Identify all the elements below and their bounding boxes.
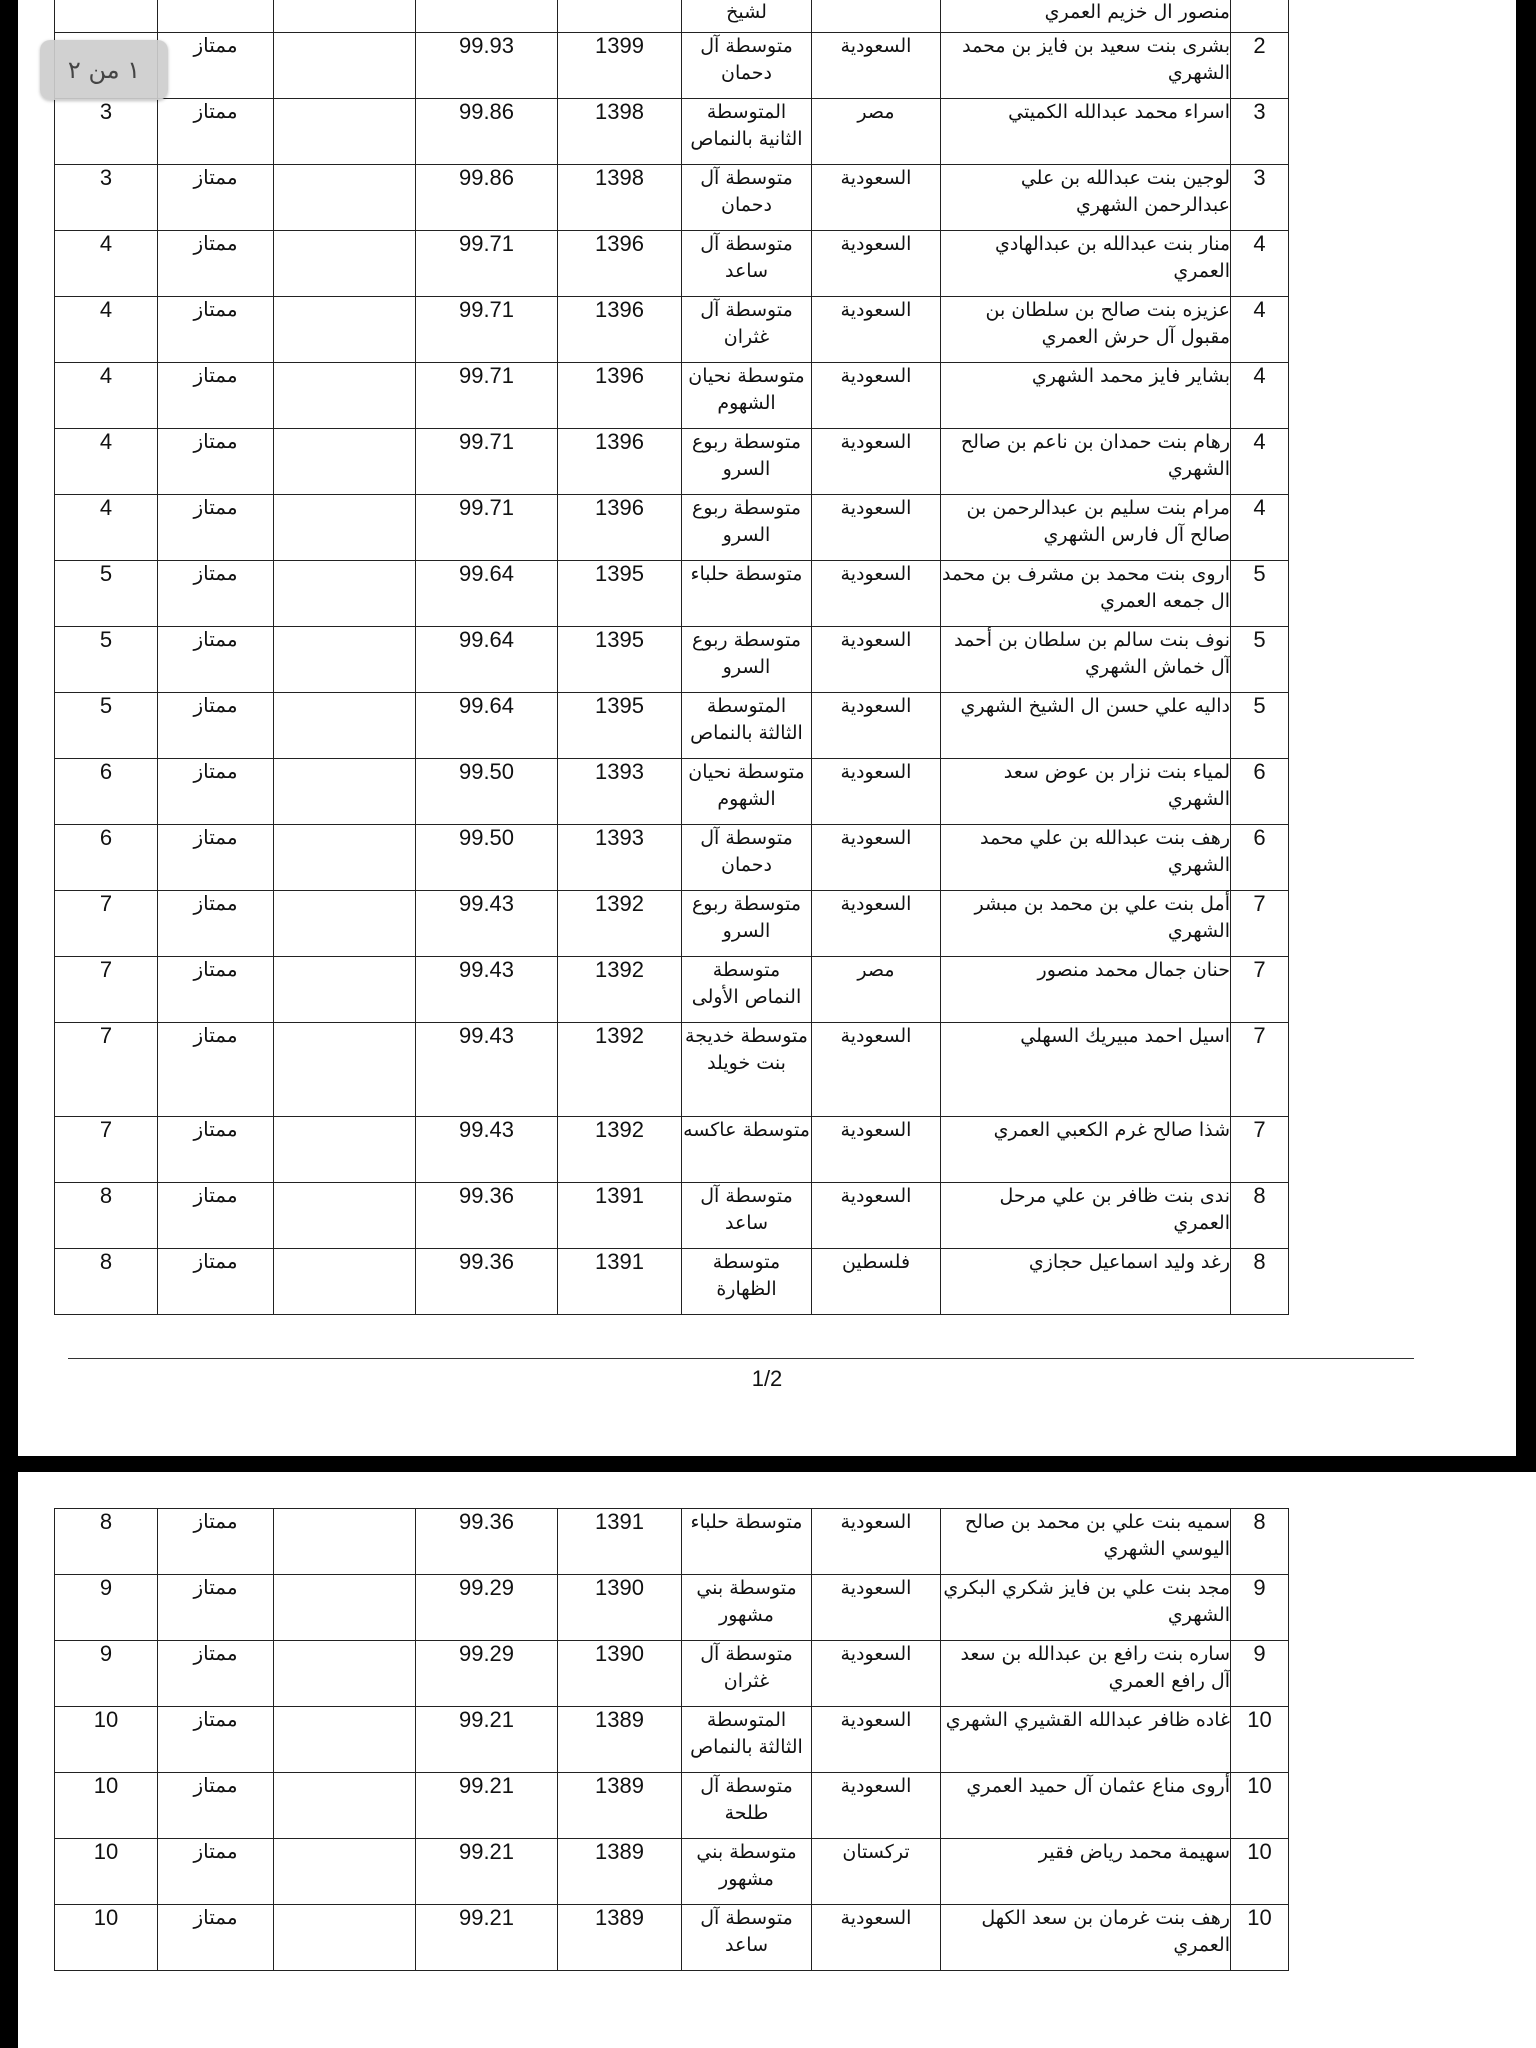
table-row: [55, 231, 1289, 297]
student-name-cell: منصور ال خزيم العمري: [941, 0, 1231, 33]
school-cell: متوسطة الظهارة: [682, 1249, 812, 1315]
results-table-page-2: [54, 1508, 1289, 1971]
nationality-cell: السعودية: [812, 693, 941, 759]
table-row: [55, 1707, 1289, 1773]
grade-cell: ممتاز: [158, 495, 274, 561]
order-cell: 4: [1231, 429, 1289, 495]
table-row: [55, 957, 1289, 1023]
nationality-cell: السعودية: [812, 1575, 941, 1641]
score-cell: 1392: [558, 1023, 682, 1117]
school-cell: متوسطة آل ساعد: [682, 1183, 812, 1249]
table-row: [55, 561, 1289, 627]
rank-cell: 4: [55, 231, 158, 297]
school-cell: متوسطة بني مشهور: [682, 1575, 812, 1641]
percentage-cell: 99.71: [416, 231, 558, 297]
score-cell: 1393: [558, 825, 682, 891]
percentage-cell: 99.50: [416, 759, 558, 825]
grade-cell: ممتاز: [158, 33, 274, 99]
nationality-cell: السعودية: [812, 1773, 941, 1839]
nationality-cell: السعودية: [812, 297, 941, 363]
school-cell: متوسطة نحيان الشهوم: [682, 363, 812, 429]
score-cell: 1389: [558, 1707, 682, 1773]
nationality-cell: السعودية: [812, 495, 941, 561]
table-row: [55, 891, 1289, 957]
empty-cell: [274, 165, 416, 231]
empty-cell: [274, 1117, 416, 1183]
school-cell: متوسطة آل دحمان: [682, 165, 812, 231]
table-row: [55, 1839, 1289, 1905]
grade-cell: ممتاز: [158, 825, 274, 891]
nationality-cell: تركستان: [812, 1839, 941, 1905]
table-row: [55, 1905, 1289, 1971]
percentage-cell: 99.71: [416, 363, 558, 429]
nationality-cell: السعودية: [812, 825, 941, 891]
score-cell: 1396: [558, 297, 682, 363]
rank-cell: 3: [55, 165, 158, 231]
student-name-cell: غاده ظافر عبدالله القشيري الشهري: [941, 1707, 1231, 1773]
nationality-cell: [812, 0, 941, 33]
table-row: [55, 1117, 1289, 1183]
percentage-cell: 99.36: [416, 1249, 558, 1315]
score-cell: 1389: [558, 1773, 682, 1839]
student-name-cell: اسراء محمد عبدالله الكميتي: [941, 99, 1231, 165]
score-cell: 1391: [558, 1249, 682, 1315]
score-cell: 1395: [558, 693, 682, 759]
empty-cell: [274, 693, 416, 759]
student-name-cell: منار بنت عبدالله بن عبدالهادي العمري: [941, 231, 1231, 297]
empty-cell: [274, 99, 416, 165]
rank-cell: 7: [55, 1117, 158, 1183]
student-name-cell: لوجين بنت عبدالله بن علي عبدالرحمن الشهري: [941, 165, 1231, 231]
rank-cell: 8: [55, 1509, 158, 1575]
score-cell: 1392: [558, 957, 682, 1023]
student-name-cell: رغد وليد اسماعيل حجازي: [941, 1249, 1231, 1315]
order-cell: 4: [1231, 495, 1289, 561]
table-row: [55, 33, 1289, 99]
empty-cell: [274, 1905, 416, 1971]
grade-cell: ممتاز: [158, 759, 274, 825]
empty-cell: [274, 825, 416, 891]
results-table-page-1: [54, 0, 1289, 1315]
school-cell: متوسطة خديجة بنت خويلد: [682, 1023, 812, 1117]
student-name-cell: بشاير فايز محمد الشهري: [941, 363, 1231, 429]
percentage-cell: 99.86: [416, 99, 558, 165]
score-cell: 1396: [558, 429, 682, 495]
rank-cell: 4: [55, 495, 158, 561]
order-cell: 6: [1231, 825, 1289, 891]
percentage-cell: 99.50: [416, 825, 558, 891]
rank-cell: 7: [55, 957, 158, 1023]
student-name-cell: مجد بنت علي بن فايز شكري البكري الشهري: [941, 1575, 1231, 1641]
grade-cell: ممتاز: [158, 561, 274, 627]
empty-cell: [274, 561, 416, 627]
grade-cell: ممتاز: [158, 1707, 274, 1773]
empty-cell: [274, 33, 416, 99]
score-cell: [558, 0, 682, 33]
order-cell: 10: [1231, 1839, 1289, 1905]
percentage-cell: 99.29: [416, 1575, 558, 1641]
grade-cell: ممتاز: [158, 1839, 274, 1905]
student-name-cell: ساره بنت رافع بن عبدالله بن سعد آل رافع العمري: [941, 1641, 1231, 1707]
score-cell: 1398: [558, 99, 682, 165]
grade-cell: ممتاز: [158, 1905, 274, 1971]
grade-cell: ممتاز: [158, 1023, 274, 1117]
table-row: [55, 1509, 1289, 1575]
table-row: [55, 99, 1289, 165]
order-cell: 9: [1231, 1641, 1289, 1707]
grade-cell: ممتاز: [158, 297, 274, 363]
order-cell: 5: [1231, 561, 1289, 627]
school-cell: متوسطة آل دحمان: [682, 825, 812, 891]
rank-cell: 6: [55, 825, 158, 891]
nationality-cell: السعودية: [812, 429, 941, 495]
empty-cell: [274, 1183, 416, 1249]
table-row: [55, 429, 1289, 495]
score-cell: 1396: [558, 231, 682, 297]
student-name-cell: نوف بنت سالم بن سلطان بن أحمد آل خماش الشهري: [941, 627, 1231, 693]
score-cell: 1391: [558, 1509, 682, 1575]
score-cell: 1398: [558, 165, 682, 231]
nationality-cell: فلسطين: [812, 1249, 941, 1315]
student-name-cell: رهف بنت عبدالله بن علي محمد الشهري: [941, 825, 1231, 891]
table-row: [55, 297, 1289, 363]
rank-cell: 7: [55, 1023, 158, 1117]
order-cell: 3: [1231, 165, 1289, 231]
percentage-cell: 99.93: [416, 33, 558, 99]
empty-cell: [274, 1249, 416, 1315]
school-cell: متوسطة ربوع السرو: [682, 891, 812, 957]
order-cell: 2: [1231, 33, 1289, 99]
empty-cell: [274, 363, 416, 429]
empty-cell: [274, 0, 416, 33]
grade-cell: ممتاز: [158, 231, 274, 297]
nationality-cell: السعودية: [812, 165, 941, 231]
empty-cell: [274, 1839, 416, 1905]
student-name-cell: شذا صالح غرم الكعبي العمري: [941, 1117, 1231, 1183]
nationality-cell: السعودية: [812, 1117, 941, 1183]
order-cell: 8: [1231, 1509, 1289, 1575]
percentage-cell: 99.21: [416, 1773, 558, 1839]
school-cell: متوسطة حلباء: [682, 1509, 812, 1575]
score-cell: 1392: [558, 1117, 682, 1183]
nationality-cell: السعودية: [812, 759, 941, 825]
table-row: [55, 627, 1289, 693]
nationality-cell: السعودية: [812, 1707, 941, 1773]
school-cell: متوسطة ربوع السرو: [682, 495, 812, 561]
percentage-cell: 99.71: [416, 495, 558, 561]
student-name-cell: بشرى بنت سعيد بن فايز بن محمد الشهري: [941, 33, 1231, 99]
order-cell: 10: [1231, 1773, 1289, 1839]
rank-cell: 10: [55, 1773, 158, 1839]
score-cell: 1395: [558, 561, 682, 627]
empty-cell: [274, 759, 416, 825]
document-page-1: [18, 0, 1516, 1456]
order-cell: 10: [1231, 1707, 1289, 1773]
rank-cell: [55, 0, 158, 33]
grade-cell: ممتاز: [158, 1183, 274, 1249]
empty-cell: [274, 1641, 416, 1707]
rank-cell: 4: [55, 429, 158, 495]
percentage-cell: [416, 0, 558, 33]
score-cell: 1390: [558, 1575, 682, 1641]
school-cell: متوسطة آل دحمان: [682, 33, 812, 99]
percentage-cell: 99.43: [416, 891, 558, 957]
footer-divider: [68, 1358, 1414, 1359]
percentage-cell: 99.21: [416, 1839, 558, 1905]
school-cell: متوسطة ربوع السرو: [682, 429, 812, 495]
order-cell: 10: [1231, 1905, 1289, 1971]
order-cell: 5: [1231, 693, 1289, 759]
table-row: [55, 1773, 1289, 1839]
grade-cell: ممتاز: [158, 363, 274, 429]
student-name-cell: اسيل احمد مبيريك السهلي: [941, 1023, 1231, 1117]
grade-cell: ممتاز: [158, 1773, 274, 1839]
order-cell: 4: [1231, 297, 1289, 363]
empty-cell: [274, 495, 416, 561]
order-cell: 7: [1231, 1023, 1289, 1117]
nationality-cell: السعودية: [812, 363, 941, 429]
nationality-cell: السعودية: [812, 1183, 941, 1249]
percentage-cell: 99.71: [416, 429, 558, 495]
percentage-cell: 99.43: [416, 957, 558, 1023]
grade-cell: ممتاز: [158, 891, 274, 957]
empty-cell: [274, 891, 416, 957]
rank-cell: 8: [55, 1183, 158, 1249]
order-cell: 4: [1231, 363, 1289, 429]
grade-cell: ممتاز: [158, 1641, 274, 1707]
table-row: [55, 1023, 1289, 1117]
table-row: [55, 495, 1289, 561]
order-cell: 9: [1231, 1575, 1289, 1641]
school-cell: متوسطة بني مشهور: [682, 1839, 812, 1905]
student-name-cell: سهيمة محمد رياض فقير: [941, 1839, 1231, 1905]
school-cell: متوسطة حلباء: [682, 561, 812, 627]
rank-cell: 5: [55, 561, 158, 627]
percentage-cell: 99.64: [416, 627, 558, 693]
document-page-2: [18, 1472, 1536, 2048]
percentage-cell: 99.21: [416, 1707, 558, 1773]
grade-cell: ممتاز: [158, 1575, 274, 1641]
grade-cell: [158, 0, 274, 33]
school-cell: لشيخ: [682, 0, 812, 33]
nationality-cell: مصر: [812, 99, 941, 165]
order-cell: 5: [1231, 627, 1289, 693]
score-cell: 1389: [558, 1839, 682, 1905]
table-row: [55, 693, 1289, 759]
school-cell: متوسطة ربوع السرو: [682, 627, 812, 693]
nationality-cell: السعودية: [812, 33, 941, 99]
student-name-cell: ندى بنت ظافر بن علي مرحل العمري: [941, 1183, 1231, 1249]
nationality-cell: السعودية: [812, 1641, 941, 1707]
percentage-cell: 99.43: [416, 1117, 558, 1183]
empty-cell: [274, 957, 416, 1023]
rank-cell: 7: [55, 891, 158, 957]
nationality-cell: السعودية: [812, 231, 941, 297]
order-cell: 7: [1231, 957, 1289, 1023]
school-cell: متوسطة آل غثران: [682, 297, 812, 363]
order-cell: 4: [1231, 231, 1289, 297]
student-name-cell: اروى بنت محمد بن مشرف بن محمد ال جمعه العمري: [941, 561, 1231, 627]
percentage-cell: 99.36: [416, 1183, 558, 1249]
rank-cell: 4: [55, 297, 158, 363]
table-row: [55, 825, 1289, 891]
page-number: 1/2: [751, 1366, 783, 1391]
nationality-cell: السعودية: [812, 1023, 941, 1117]
percentage-cell: 99.21: [416, 1905, 558, 1971]
student-name-cell: سميه بنت علي بن محمد بن صالح اليوسي الشهري: [941, 1509, 1231, 1575]
order-cell: 8: [1231, 1183, 1289, 1249]
rank-cell: 9: [55, 1641, 158, 1707]
order-cell: 7: [1231, 1117, 1289, 1183]
grade-cell: ممتاز: [158, 1117, 274, 1183]
grade-cell: ممتاز: [158, 693, 274, 759]
percentage-cell: 99.71: [416, 297, 558, 363]
school-cell: المتوسطة الثالثة بالنماص: [682, 1707, 812, 1773]
percentage-cell: 99.64: [416, 693, 558, 759]
order-cell: 6: [1231, 759, 1289, 825]
score-cell: 1396: [558, 363, 682, 429]
empty-cell: [274, 1509, 416, 1575]
rank-cell: 4: [55, 363, 158, 429]
nationality-cell: السعودية: [812, 1509, 941, 1575]
grade-cell: ممتاز: [158, 1509, 274, 1575]
school-cell: متوسطة النماص الأولى: [682, 957, 812, 1023]
table-row: [55, 1183, 1289, 1249]
table-row: [55, 165, 1289, 231]
school-cell: متوسطة آل طلحة: [682, 1773, 812, 1839]
score-cell: 1393: [558, 759, 682, 825]
score-cell: 1391: [558, 1183, 682, 1249]
percentage-cell: 99.29: [416, 1641, 558, 1707]
nationality-cell: السعودية: [812, 1905, 941, 1971]
school-cell: متوسطة عاكسه: [682, 1117, 812, 1183]
rank-cell: 5: [55, 693, 158, 759]
nationality-cell: السعودية: [812, 561, 941, 627]
school-cell: متوسطة آل ساعد: [682, 1905, 812, 1971]
empty-cell: [274, 297, 416, 363]
empty-cell: [274, 1773, 416, 1839]
student-name-cell: عزيزه بنت صالح بن سلطان بن مقبول آل حرش العمري: [941, 297, 1231, 363]
student-name-cell: رهف بنت غرمان بن سعد الكهل العمري: [941, 1905, 1231, 1971]
table-row: [55, 1641, 1289, 1707]
order-cell: 7: [1231, 891, 1289, 957]
score-cell: 1390: [558, 1641, 682, 1707]
table-row-partial: [55, 0, 1289, 33]
school-cell: المتوسطة الثالثة بالنماص: [682, 693, 812, 759]
rank-cell: 10: [55, 1905, 158, 1971]
student-name-cell: أمل بنت علي بن محمد بن مبشر الشهري: [941, 891, 1231, 957]
table-row: [55, 1249, 1289, 1315]
grade-cell: ممتاز: [158, 429, 274, 495]
empty-cell: [274, 627, 416, 693]
empty-cell: [274, 231, 416, 297]
student-name-cell: لمياء بنت نزار بن عوض سعد الشهري: [941, 759, 1231, 825]
nationality-cell: السعودية: [812, 627, 941, 693]
rank-cell: 10: [55, 1707, 158, 1773]
student-name-cell: مرام بنت سليم بن عبدالرحمن بن صالح آل فارس الشهري: [941, 495, 1231, 561]
percentage-cell: 99.36: [416, 1509, 558, 1575]
student-name-cell: حنان جمال محمد منصور: [941, 957, 1231, 1023]
student-name-cell: رهام بنت حمدان بن ناعم بن صالح الشهري: [941, 429, 1231, 495]
school-cell: متوسطة آل غثران: [682, 1641, 812, 1707]
student-name-cell: داليه علي حسن ال الشيخ الشهري: [941, 693, 1231, 759]
rank-cell: 8: [55, 1249, 158, 1315]
rank-cell: 9: [55, 1575, 158, 1641]
score-cell: 1389: [558, 1905, 682, 1971]
order-cell: 8: [1231, 1249, 1289, 1315]
school-cell: متوسطة نحيان الشهوم: [682, 759, 812, 825]
nationality-cell: مصر: [812, 957, 941, 1023]
empty-cell: [274, 429, 416, 495]
percentage-cell: 99.43: [416, 1023, 558, 1117]
order-cell: [1231, 0, 1289, 33]
empty-cell: [274, 1707, 416, 1773]
grade-cell: ممتاز: [158, 165, 274, 231]
empty-cell: [274, 1023, 416, 1117]
student-name-cell: أروى مناع عثمان آل حميد العمري: [941, 1773, 1231, 1839]
nationality-cell: السعودية: [812, 891, 941, 957]
empty-cell: [274, 1575, 416, 1641]
grade-cell: ممتاز: [158, 99, 274, 165]
percentage-cell: 99.64: [416, 561, 558, 627]
table-row: [55, 1575, 1289, 1641]
score-cell: 1399: [558, 33, 682, 99]
score-cell: 1392: [558, 891, 682, 957]
order-cell: 3: [1231, 99, 1289, 165]
grade-cell: ممتاز: [158, 627, 274, 693]
school-cell: متوسطة آل ساعد: [682, 231, 812, 297]
rank-cell: 5: [55, 627, 158, 693]
grade-cell: ممتاز: [158, 1249, 274, 1315]
score-cell: 1396: [558, 495, 682, 561]
rank-cell: 6: [55, 759, 158, 825]
percentage-cell: 99.86: [416, 165, 558, 231]
table-row: [55, 759, 1289, 825]
grade-cell: ممتاز: [158, 957, 274, 1023]
score-cell: 1395: [558, 627, 682, 693]
table-row: [55, 363, 1289, 429]
school-cell: المتوسطة الثانية بالنماص: [682, 99, 812, 165]
page-indicator-badge: ١ من ٢: [40, 40, 168, 100]
rank-cell: 3: [55, 99, 158, 165]
rank-cell: 10: [55, 1839, 158, 1905]
